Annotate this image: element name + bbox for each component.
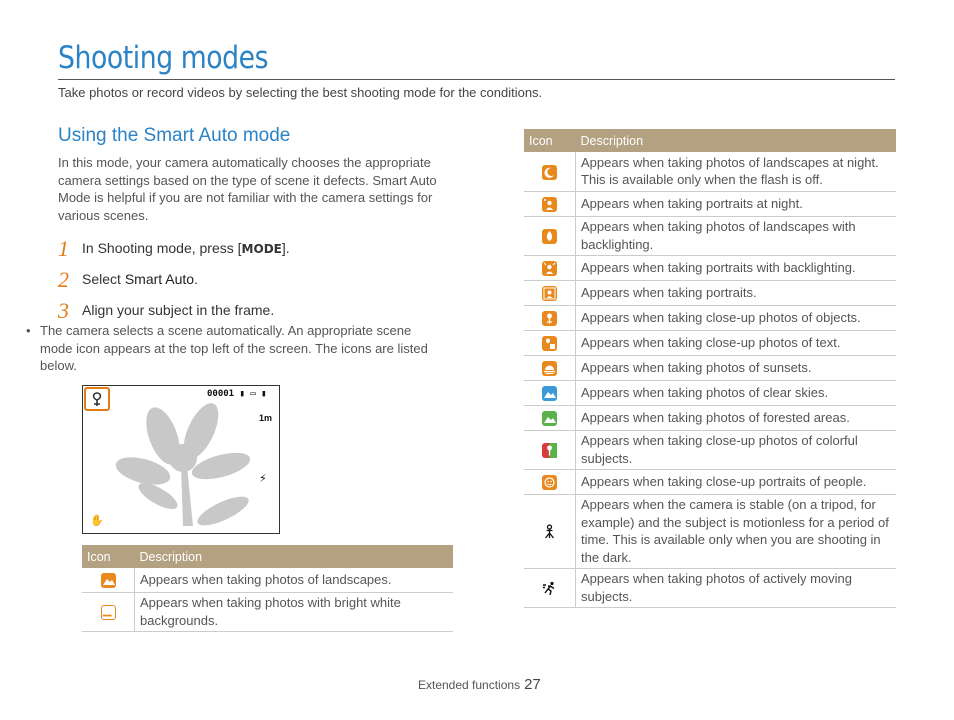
macro-icon [86,389,108,409]
footer-section: Extended functions [418,678,521,692]
action-icon [542,581,557,596]
description-cell: Appears when taking portraits with backlighting. [576,255,897,280]
camera-screen-preview [82,385,280,534]
title-divider [58,79,895,80]
description-cell: Appears when taking close-up photos of text. [576,330,897,355]
table-row [524,255,896,280]
table-row [524,152,896,191]
scene-icon-table-left [82,545,453,632]
table-row [524,568,896,607]
page-title: Shooting modes [58,40,269,76]
flash-icon: ⚡ [259,473,267,485]
description-cell: Appears when taking photos with bright white backgrounds. [135,592,454,631]
description-cell: Appears when taking portraits at night. [576,191,897,216]
night-landscape-icon [542,165,557,180]
scene-icon-highlight [84,387,110,411]
header-icon: Icon [82,545,135,568]
scene-icon-table-right [524,129,896,608]
table-row [524,405,896,430]
section-title: Using the Smart Auto mode [58,125,291,146]
description-cell: Appears when taking close-up photos of objects. [576,305,897,330]
backlit-landscape-icon [542,229,557,244]
table-row [524,305,896,330]
table-row [524,380,896,405]
table-row [524,330,896,355]
table-row [524,191,896,216]
description-cell: Appears when taking photos of clear skies. [576,380,897,405]
table-row [524,430,896,469]
step-number: 2 [58,267,69,292]
clear-sky-icon [542,386,557,401]
description-cell: Appears when the camera is stable (on a tripod, for example) and the subject is motionless for a period of time. This is available only when you are shooting in the dark. [576,494,897,568]
description-cell: Appears when taking photos of landscapes with backlighting. [576,216,897,255]
description-cell: Appears when taking close-up portraits of people. [576,469,897,494]
mode-key-label: MODE [241,242,282,256]
description-cell: Appears when taking photos of landscapes. [135,568,454,592]
header-description: Description [576,129,897,152]
macro-text-icon [542,336,557,351]
header-description: Description [135,545,454,568]
page-footer [418,676,541,693]
step-number: 1 [58,236,69,261]
landscape-icon [101,573,116,588]
section-intro: In this mode, your camera automatically chooses the appropriate camera settings based on the type of scene it defects. Smart Auto Mode is helpful if you are not familiar with the camera settings for various scenes. [58,155,437,223]
description-cell: Appears when taking portraits. [576,280,897,305]
macro-color-icon [542,443,557,458]
flower-illustration [83,386,279,533]
page-subtitle: Take photos or record videos by selecting the best shooting mode for the conditions. [58,85,543,100]
description-cell: Appears when taking photos of landscapes at night. This is available only when the flash is off. [576,152,897,191]
step-text: In Shooting mode, press [MODE]. [82,240,290,256]
backlit-portrait-icon [542,261,557,276]
step-text: Align your subject in the frame. [82,302,275,318]
description-cell: Appears when taking photos of actively moving subjects. [576,568,897,607]
description-cell: Appears when taking close-up photos of colorful subjects. [576,430,897,469]
forest-icon [542,411,557,426]
bullet-note: • The camera selects a scene automatically. An appropriate scene mode icon appears at the top left of the screen. The icons are listed below. [40,322,435,375]
smart-auto-label: Smart Auto [124,271,195,287]
table-row [524,355,896,380]
table-row [524,494,896,568]
step-text: Select Smart Auto. [82,271,198,287]
description-cell: Appears when taking photos of sunsets. [576,355,897,380]
sunset-icon [542,361,557,376]
macro-portrait-icon [542,475,557,490]
night-portrait-icon [542,197,557,212]
table-row [524,280,896,305]
macro-icon [542,311,557,326]
shot-counter: 00001 ▮ ▭ ▮ [207,389,267,399]
table-row [82,592,453,631]
portrait-icon [542,286,557,301]
table-row [82,568,453,592]
white-background-icon [101,605,116,620]
page-number: 27 [524,676,541,693]
step-number: 3 [58,298,69,323]
stabilizer-icon: ✋ [90,515,104,527]
description-cell: Appears when taking photos of forested areas. [576,405,897,430]
header-icon: Icon [524,129,576,152]
tripod-icon [542,524,557,539]
table-row [524,216,896,255]
table-row [524,469,896,494]
image-size-indicator: 1m [259,413,273,423]
